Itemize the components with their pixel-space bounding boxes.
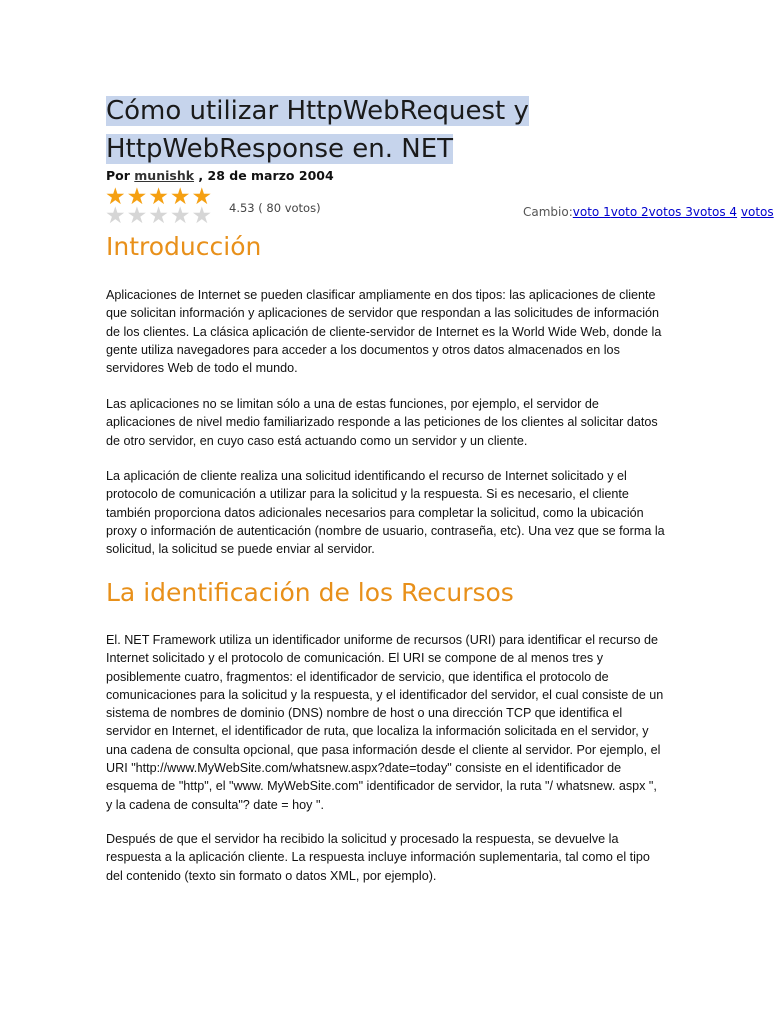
intro-paragraph-2: Las aplicaciones no se limitan sólo a una de estas funciones, por ejemplo, el servidor de aplicaciones de nivel medio familiarizado responde a las peticiones de los clientes al solicitar datos de otro servidor, en cuyo caso está actuando como un servidor y un cliente.	[106, 397, 658, 448]
recursos-paragraph-1: El. NET Framework utiliza un identificador uniforme de recursos (URI) para identificar el recurso de Internet solicitado y el protocolo de comunicación. El URI se compone de al menos tres y posiblemente cuatro, fragmentos: el identificador de servicio, que identifica el protocolo de comunicaciones para la solicitud y la respuesta, y el identificador del servidor, el cual consiste de un sistema de nombres de dominio (DNS) nombre de host o una dirección TCP que identifica el servidor en Internet, el identificador de ruta, que localiza la información solicitada en el servidor, y una cadena de consulta opcional, que pasa información desde el cliente al servidor. Por ejemplo, el URI "http://www.MyWebSite.com/whatsnew.aspx?date=today" consiste en el identificador de esquema de "http", el "www. MyWebSite.com" identificador de servidor, la ruta "/ whatsnew. aspx ", y la cadena de consulta"? date = hoy ".	[106, 633, 664, 812]
vote-change-row	[523, 205, 774, 219]
recursos-paragraph-2: Después de que el servidor ha recibido la solicitud y procesado la respuesta, se devuelve la respuesta a la aplicación cliente. La respuesta incluye información suplementaria, tal como el tipo del contenido (texto sin formato o datos XML, por ejemplo).	[106, 832, 650, 883]
section-heading-introduccion: Introducción	[106, 232, 262, 261]
author-link[interactable]: munishk	[134, 168, 195, 183]
byline-prefix: Por	[106, 168, 130, 183]
intro-paragraph-1: Aplicaciones de Internet se pueden clasificar ampliamente en dos tipos: las aplicaciones de cliente que solicitan información y aplicaciones de servidor que respondan a las solicitudes de información de los clientes. La clásica aplicación de cliente-servidor de Internet es la World Wide Web, donde la gente utiliza navegadores para acceder a los documentos y otros datos almacenados en los servidores Web de todo el mundo.	[106, 288, 662, 376]
byline	[106, 168, 334, 183]
rating-stars-filled: ★★★★★	[105, 184, 214, 210]
vote-option-3[interactable]: votos 3	[648, 205, 693, 219]
vote-option-1[interactable]: voto 1	[572, 205, 611, 219]
vote-option-4[interactable]: votos 4	[692, 205, 738, 219]
rating-stars-vote[interactable]: ★★★★★	[105, 203, 214, 229]
publish-date: , 28 de marzo 2004	[198, 168, 334, 183]
intro-paragraph-3: La aplicación de cliente realiza una solicitud identificando el recurso de Internet solicitado y el protocolo de comunicación a utilizar para la solicitud y la respuesta. Si es necesario, el cliente también proporciona datos adicionales necesarios para completar la solicitud, como la ubicación proxy o información de autenticación (nombre de usuario, contraseña, etc). Una vez que se forma la solicitud, la solicitud se puede enviar al servidor.	[106, 469, 665, 557]
rating-summary: 4.53 ( 80 votos)	[229, 201, 321, 215]
vote-option-5[interactable]: votos	[740, 205, 774, 219]
article-title-line-2: HttpWebResponse en. NET	[106, 134, 454, 164]
article-title	[106, 92, 529, 168]
article-title-line-1: Cómo utilizar HttpWebRequest y	[106, 96, 529, 126]
vote-change-label: Cambio:	[523, 205, 573, 219]
section-heading-recursos: La identificación de los Recursos	[106, 578, 514, 607]
vote-option-2[interactable]: voto 2	[610, 205, 649, 219]
